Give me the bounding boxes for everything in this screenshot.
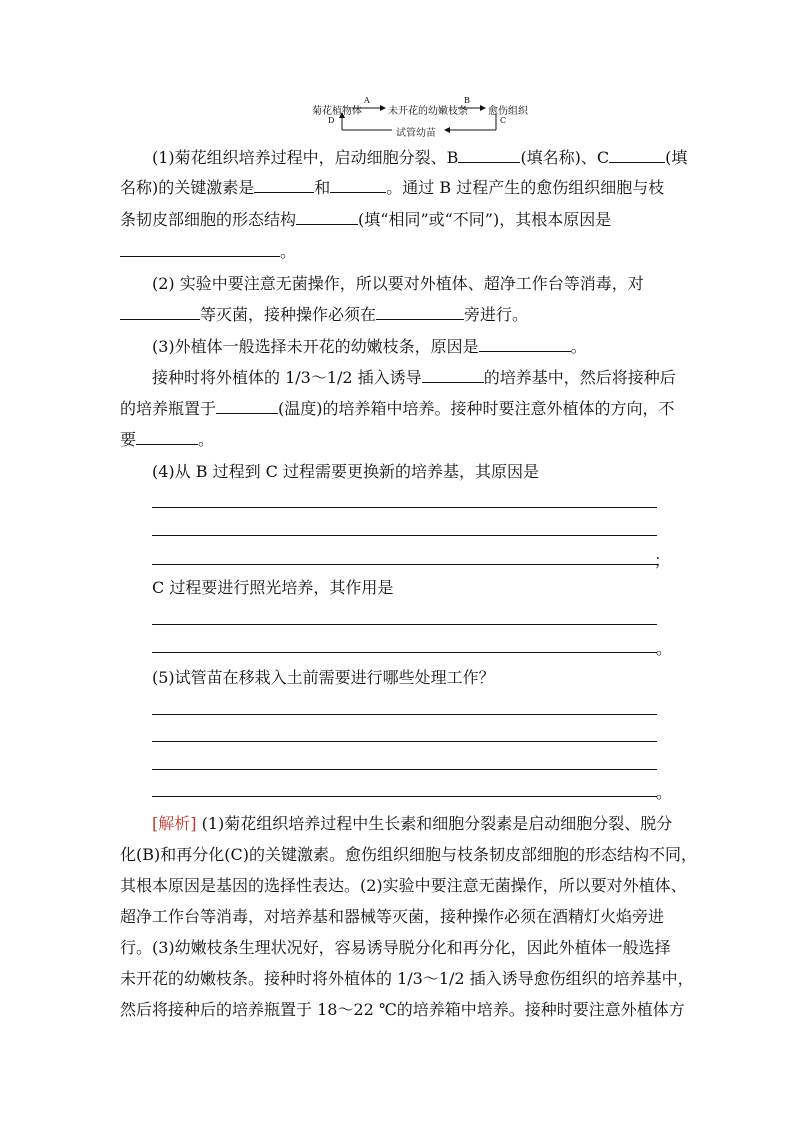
q2-text: (2) 实验中要注意无菌操作，所以要对外植体、超净工作台等消毒，对: [152, 274, 644, 293]
q3-line2: [152, 366, 676, 390]
q1-text: 名称)的关键激素是: [120, 178, 255, 197]
answer-line: [152, 535, 657, 536]
answer-blank: [254, 176, 314, 193]
analysis-text: (1)菊花组织培养过程中生长素和细胞分裂素是启动细胞分裂、脱分: [196, 814, 673, 833]
analysis-text: 然后将接种后的培养瓶置于 18～22 ℃的培养箱中培养。接种时要注意外植体方: [120, 1000, 685, 1019]
q4-line1: [152, 460, 539, 484]
q4-text: (4)从 B 过程到 C 过程需要更换新的培养基，其原因是: [152, 462, 540, 481]
answer-line: [152, 714, 657, 715]
q5-text: (5)试管苗在移栽入土前需要进行哪些处理工作？: [152, 668, 495, 687]
q3-line3: [120, 397, 675, 421]
q3-text: 。: [570, 337, 587, 356]
node-plant: 菊花植物体: [312, 106, 362, 117]
answer-blank: [422, 366, 484, 383]
q3-text: 。: [198, 430, 215, 449]
q5-period: 。: [656, 783, 673, 802]
q3-text: 的培养基中，然后将接种后: [483, 368, 676, 387]
q5-line1: [152, 666, 495, 690]
q3-line1: [152, 335, 587, 359]
q1-line3: [120, 208, 611, 232]
analysis-line7: [120, 998, 685, 1022]
q3-line4: [120, 428, 214, 452]
analysis-text: 未开花的幼嫩枝条。接种时将外植体的 1/3～1/2 插入诱导愈伤组织的培养基中，: [120, 969, 694, 988]
answer-blank: [376, 303, 464, 320]
q3-text: (3)外植体一般选择未开花的幼嫩枝条，原因是: [152, 337, 479, 356]
answer-blank: [120, 240, 280, 257]
q4-text: C 过程要进行照光培养，其作用是: [152, 578, 394, 597]
answer-blank: [136, 428, 198, 445]
answer-line: [152, 507, 657, 508]
q1-line4: [120, 240, 296, 264]
answer-line: [152, 741, 657, 742]
answer-blank: [609, 146, 665, 163]
q1-text: (填“相同”或“不同”)，其根本原因是: [358, 210, 612, 229]
analysis-line4: [120, 905, 664, 929]
q1-line2: [120, 176, 664, 200]
answer-blank: [296, 208, 358, 225]
label-a: A: [364, 96, 370, 105]
analysis-text: 其根本原因是基因的选择性表达。(2)实验中要注意无菌操作，所以要对外植体、: [120, 876, 687, 895]
q1-text: (填名称)、C: [520, 148, 610, 167]
q4-semicolon: ；: [654, 551, 671, 570]
analysis-text: 行。(3)幼嫩枝条生理状况好，容易诱导脱分化和再分化，因此外植体一般选择: [120, 938, 671, 957]
analysis-line6: [120, 967, 694, 991]
q1-text: 条韧皮部细胞的形态结构: [120, 210, 297, 229]
answer-blank: [216, 397, 278, 414]
answer-blank: [120, 303, 200, 320]
analysis-line5: [120, 936, 671, 960]
q2-line2: [120, 303, 528, 327]
answer-line: [152, 769, 657, 770]
node-plantlet: 试管幼苗: [396, 128, 436, 139]
q3-text: 接种时将外植体的 1/3～1/2 插入诱导: [152, 368, 422, 387]
q3-text: 要: [120, 430, 137, 449]
q2-text: 等灭菌，接种操作必须在: [200, 305, 377, 324]
answer-blank: [330, 176, 386, 193]
answer-blank: [458, 146, 520, 163]
q1-line1: [152, 146, 687, 170]
label-d: D: [328, 116, 335, 125]
q1-text: 和: [314, 178, 331, 197]
q4-period: 。: [656, 639, 673, 658]
q2-line1: [152, 272, 644, 296]
label-c: C: [500, 116, 507, 125]
analysis-line3: [120, 874, 687, 898]
answer-line: [152, 624, 657, 625]
answer-line: [152, 796, 657, 797]
q1-text: 。: [280, 242, 297, 261]
answer-blank: [479, 335, 571, 352]
analysis-text: 超净工作台等消毒，对培养基和器械等灭菌，接种操作必须在酒精灯火焰旁进: [120, 907, 665, 926]
analysis-line1: [152, 812, 672, 836]
answer-line: [152, 652, 657, 653]
q1-text: 。通过 B 过程产生的愈伤组织细胞与枝: [386, 178, 665, 197]
q3-text: (温度)的培养箱中培养。接种时要注意外植体的方向，不: [278, 399, 675, 418]
node-callus: 愈伤组织: [488, 106, 528, 117]
q1-text: (填: [665, 148, 688, 167]
analysis-line2: [120, 843, 697, 867]
analysis-tag: [解析]: [152, 814, 197, 833]
q4-line2: [152, 576, 393, 600]
label-b: B: [464, 96, 470, 105]
node-bud: 未开花的幼嫩枝条: [388, 106, 468, 117]
analysis-text: 化(B)和再分化(C)的关键激素。愈伤组织细胞与枝条韧皮部细胞的形态结构不同，: [120, 845, 697, 864]
q3-text: 的培养瓶置于: [120, 399, 217, 418]
q1-text: (1)菊花组织培养过程中，启动细胞分裂、B: [152, 148, 459, 167]
culture-flow-diagram: [300, 94, 540, 140]
answer-line: [152, 564, 657, 565]
q2-text: 旁进行。: [464, 305, 529, 324]
